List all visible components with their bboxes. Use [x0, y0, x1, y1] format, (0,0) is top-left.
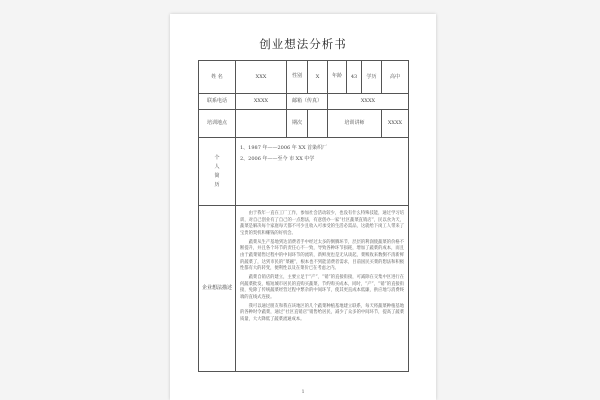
- trainer-value: XXXX: [382, 110, 409, 138]
- resume-label-char: 个: [214, 154, 220, 161]
- row-training: [199, 110, 409, 138]
- idea-paragraph: 由于我年一直在工厂工作，参加社会活动较少，也没有什么特殊技能，通过学习培训，对自己创业有了自己的一点想法，有意创办一家“社区蔬菜直销店”，民以食为天，蔬菜是解决每个家庭每天都不可少且收入可承受的生活必需品，这就给下岗工人带来了宝贵的契机和赚钱的好机会。: [240, 211, 404, 236]
- plan-form-table: [198, 60, 409, 372]
- trainer-label: 培训讲师: [328, 110, 382, 138]
- resume-label: [199, 138, 236, 206]
- row-idea: [199, 206, 409, 372]
- email-label: 邮箱（传真）: [287, 94, 328, 110]
- row-resume: [199, 138, 409, 206]
- idea-description: [236, 206, 409, 372]
- resume-label-char: 简: [214, 172, 220, 179]
- age-label: 年龄: [328, 61, 347, 94]
- resume-item: 1、1987 年——2006 年 XX 首染织厂: [240, 145, 328, 151]
- idea-paragraph: 蔬菜从生产基地到达消费者手中经过太多的倒腾环节，层层的利润使蔬菜的价格不断提升，并且各个环节的责任心不一致，导致各种环节损耗，增加了蔬菜的成本，而且由于蔬菜销售过程中的中间环节的流转，新鲜度也是无从谈起，菜贩收来数倒不清新鲜的蔬菜了，达到市民的“菜碗”，根本也不到能消费者需求，目前国民买菜的想法和积极性都有大的转变，便利性以及在菜价已在考虑之内。: [240, 239, 404, 272]
- resume-item: 2、2006 年——至今 市 XX 中学: [240, 156, 315, 163]
- age-value: 43: [347, 61, 362, 94]
- phone-label: 联系电话: [199, 94, 236, 110]
- row-basic-info: [199, 61, 409, 94]
- resume-label-char: 人: [214, 163, 220, 170]
- idea-paragraph: 蔬菜自销店的建立，主要立足于“产”、“销”的直接衔接，可减除在交集中区进行在何蔬菜批发，缩短城市居民的直购买蔬菜，节约购买成本，同时，“产”、“销”的直接衔接，免除了传统蔬菜经营过程中繁杂的中间环节，使其更直成本低廉，供应地与消费终端的直线式连接。: [240, 274, 404, 300]
- training-period-value: [308, 110, 328, 138]
- idea-paragraph: 我可以通过朋友和我在该地区的几个蔬菜种植基地建立联系，每天将蔬菜种植基地的各种时令蔬菜，通过“社区直销店”销售给居民，减少了众多的中间环节，提高了蔬菜质量，大大降低了蔬菜流通成本。: [240, 303, 404, 322]
- page-number: 1: [301, 390, 305, 395]
- resume-label-char: 历: [214, 181, 220, 188]
- name-value: XXX: [236, 61, 287, 94]
- gender-value: X: [308, 61, 328, 94]
- email-value: XXXX: [328, 94, 409, 110]
- training-location-label: 培训地点: [199, 110, 236, 138]
- name-label: 姓 名: [199, 61, 236, 94]
- document-page: [170, 14, 436, 400]
- resume-content: [236, 138, 409, 206]
- document-title: 创业想法分析书: [259, 37, 347, 51]
- row-contact: [199, 94, 409, 110]
- idea-label-text: 企业想法描述: [201, 285, 232, 292]
- phone-value: XXXX: [236, 94, 287, 110]
- education-label: 学历: [362, 61, 382, 94]
- training-period-label: 期次: [287, 110, 308, 138]
- education-value: 高中: [382, 61, 409, 94]
- gender-label: 性别: [287, 61, 308, 94]
- training-location-value: [236, 110, 287, 138]
- idea-label: [199, 206, 236, 372]
